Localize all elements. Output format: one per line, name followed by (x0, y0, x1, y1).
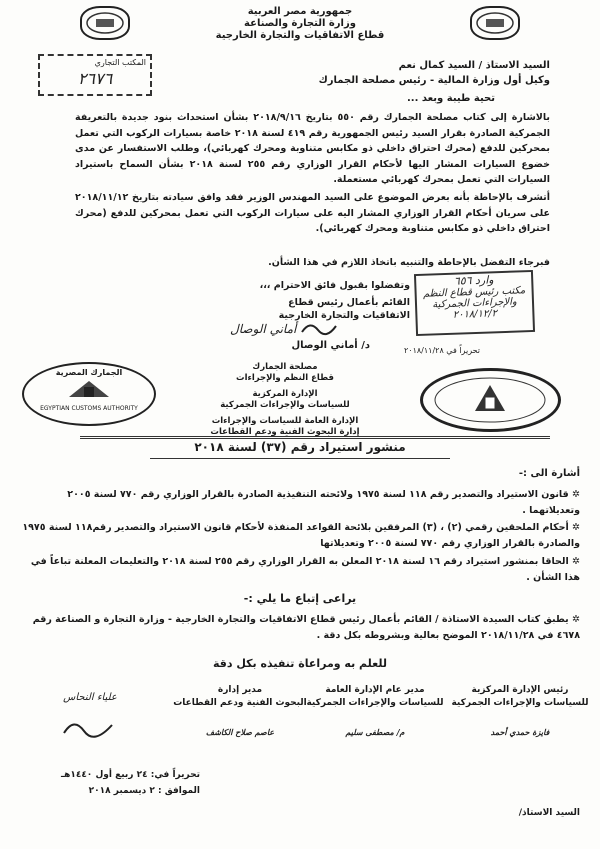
customs-admin-line1: الإدارة المركزية (252, 389, 318, 399)
customs-dept-line2: إدارة البحوث الفنية ودعم القطاعات (210, 427, 360, 437)
signature-4-scribble (60, 715, 120, 741)
signature-1-name: فايزة حمدي أحمد (490, 727, 550, 737)
customs-authority-header (200, 362, 370, 438)
greeting: تحية طيبة وبعد ... (407, 93, 495, 104)
signature-2-title2: للسياسات والإجراءات الجمركية (306, 698, 444, 708)
references-heading: أشارة الى :- (518, 468, 580, 479)
circular-title: منشور استيراد رقم (٣٧) لسنة ٢٠١٨ (194, 440, 406, 454)
signature-2-title1: مدير عام الإدارة العامة (325, 685, 425, 695)
title-underline (150, 458, 450, 459)
signature-block-4 (30, 692, 150, 744)
ministry-seal-right (470, 6, 520, 40)
inbox-stamp-number: ٢٦٧٦ (77, 69, 113, 88)
signature-scribble: أماني الوصال (230, 322, 297, 336)
observe-heading: يراعى إتباع ما يلي :- (243, 592, 357, 605)
incoming-stamp-date: ٢٠١٨/١٢/٢ (452, 308, 498, 321)
signature-3-title1: مدير إدارة (217, 685, 263, 695)
signature-1-title2: للسياسات والإجراءات الجمركية (451, 698, 589, 708)
signature-1-title1: رئيس الإدارة المركزية (471, 685, 569, 695)
ministry-name: وزارة التجارة والصناعة (244, 18, 356, 29)
incoming-stamp-office: مكتب رئيس قطاع النظم (422, 285, 526, 300)
customs-logo-caption: EGYPTIAN CUSTOMS AUTHORITY (40, 405, 138, 412)
incoming-stamp (414, 270, 535, 336)
addressee-line1: السيد الاستاذ / السيد كمال نعم (398, 60, 550, 71)
sign-title-line1: القائم بأعمال رئيس قطاع (288, 297, 410, 308)
incoming-stamp-dept: والإجراءات الجمركية (432, 296, 517, 311)
reference-item-3: ✲ الحاقا بمنشور استيراد رقم ١٦ لسنة ٢٠١٨ المعلن به القرار الوزاري رقم ٢٥٥ لسنة ٢٠١٨ والتعليمات المعلنة تباعاً في هذا الشأن . (20, 554, 580, 586)
signature-3-title2: البحوث الفنية ودعم القطاعات (173, 698, 307, 708)
signature-2-name: م/ مصطفى سليم (345, 727, 405, 737)
sector-name: قطاع الاتفاقيات والتجارة الخارجية (215, 30, 385, 41)
signature-block-2 (305, 684, 445, 739)
addressee-line2: وكيل أول وزارة المالية - رئيس مصلحة الجمارك (318, 75, 550, 86)
final-instruction: للعلم به ومراعاة تنفيذه بكل دقة (212, 657, 388, 670)
signature-block-3 (170, 684, 310, 739)
customs-authority-name: مصلحة الجمارك (252, 362, 318, 372)
letter-paragraph-2: أتشرف بالإحاطة بأنه بعرض الموضوع على السيد المهندس الوزير فقد وافق سيادته بتاريخ ٢٠١٨/١١/١٢ على سريان أحكام القرار الوزاري المشار اليه على سيارات الركوب التي تعمل بمحركين للدفع (محرك احتراق داخلي ذو مكابس متناوبة ومحرك كهربائي). (75, 192, 550, 234)
signature-3-name: عاصم صلاح الكاشف (205, 727, 275, 737)
footer-addressee: السيد الاستاذ/ (518, 808, 580, 818)
customs-dept-line1: الإدارة العامة للسياسات والإجراءات (211, 416, 359, 426)
signature-block-1 (450, 684, 590, 739)
separator-line (80, 436, 550, 439)
sign-title-line2: الاتفاقيات والتجارة الخارجية (278, 310, 410, 321)
footer-date-gregorian: الموافق : ٢ ديسمبر ٢٠١٨ (88, 786, 200, 796)
inbox-stamp-label: المكتب التجاري (94, 58, 146, 67)
letter-request: فبرجاء التفضل بالإحاطة والتنبيه باتخاذ اللازم في هذا الشأن. (268, 257, 550, 268)
signature-4-name: علياء النحاس (63, 692, 117, 703)
customs-logo-title: الجمارك المصرية (55, 368, 123, 377)
ministry-header (200, 6, 400, 42)
egypt-eagle-seal (420, 368, 561, 432)
ministry-seal-left (80, 6, 130, 40)
reference-item-1: ✲ قانون الاستيراد والتصدير رقم ١١٨ لسنة ١٩٧٥ ولائحته التنفيذية الصادرة بالقرار الوزاري رقم ٧٧٠ لسنة ٢٠٠٥ وتعديلاتهما . (20, 487, 580, 519)
letter-paragraph-1: بالاشارة إلى كتاب مصلحة الجمارك رقم ٥٥٠ بتاريخ ٢٠١٨/٩/١٦ بشأن استحداث بنود جديدة بالتعريفة الجمركية الصادرة بقرار السيد رئيس الجمهورية رقم ٤١٩ لسنة ٢٠١٨ خاصة بسيارات الركوب التي تعمل بمحركين للدفع (محرك احتراق داخلي ذو مكابس متناوبة ومحرك كهربائي)، وطلب الاستفسار عن مدى خضوع السيارات المشار اليها لأحكام القرار الوزاري رقم ٢٥٥ لسنة ٢٠١٨ بشأن السماح باستيراد السيارات التي تعمل بمحرك كهربائي مستعملة. (75, 112, 550, 185)
customs-authority-logo (22, 362, 156, 426)
signer-name: د/ أماني الوصال (291, 340, 370, 351)
inbox-stamp (38, 54, 152, 96)
customs-sector-name: قطاع النظم والإجراءات (236, 373, 334, 383)
action-item: ✲ يطبق كتاب السيدة الاستاذة / القائم بأعمال رئيس قطاع الاتفاقيات والتجارة الخارجية - وزارة التجارة و الصناعة رقم ٤٦٧٨ في ٢٠١٨/١١/٢٨ الموضح بعالية وبشروطه بكل دقة . (20, 612, 580, 644)
eagle-icon (24, 377, 154, 401)
incoming-stamp-number: وارد ٦٥٦ (453, 273, 494, 288)
letter-date-note: تحريراً في ٢٠١٨/١١/٢٨ (403, 346, 480, 355)
footer-date-hijri: تحريراً في: ٢٤ ربيع أول ١٤٤٠هـ (61, 770, 200, 780)
republic-name: جمهورية مصر العربية (247, 6, 353, 17)
reference-item-2: ✲ أحكام الملحقين رقمي (٢) ، (٣) المرفقين بلائحة القواعد المنفذة لأحكام قانون الاستيراد والتصدير رقم١١٨ لسنة ١٩٧٥ والصادرة بالقرار الوزاري رقم ٧٧٠ لسنة ٢٠٠٥ وتعديلاتها (20, 520, 580, 552)
signature-mark (300, 318, 340, 342)
customs-admin-line2: للسياسات والإجراءات الجمركية (220, 400, 350, 410)
letter-closing: وتفضلوا بقبول فائق الاحترام ،،، (259, 280, 410, 291)
